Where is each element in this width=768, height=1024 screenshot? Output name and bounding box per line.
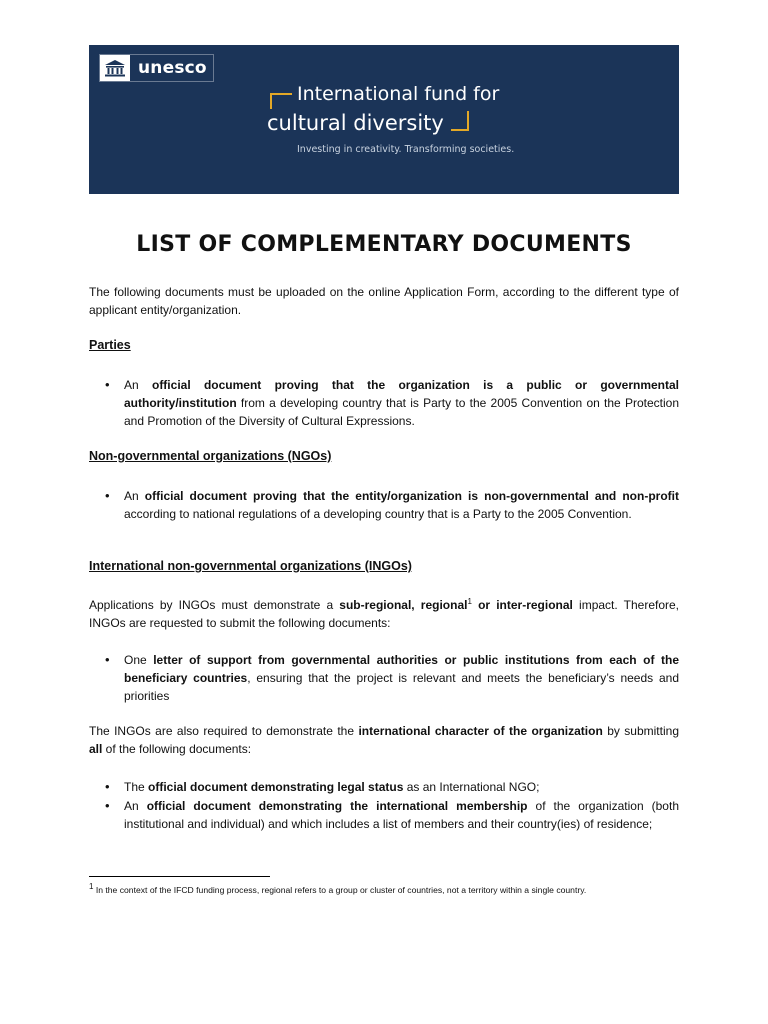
bracket-bottom-right	[451, 111, 469, 131]
footnote-ref[interactable]: 1	[467, 597, 472, 606]
tagline: Investing in creativity. Transforming societies.	[297, 144, 515, 155]
ingo-paragraph-2: The INGOs are also required to demonstrate the international character of the organization by submitting all of the following documents:	[89, 724, 679, 756]
fund-title-line1: International fund for	[297, 83, 500, 105]
logo-text: unesco	[138, 58, 207, 78]
header-banner	[89, 45, 679, 194]
ingo-bullet-support-letter: • One letter of support from governmental authorities or public institutions from each of the beneficiary countries, ensuring that the project is relevant and meets the beneficiary’s needs and priorities	[124, 651, 679, 705]
ingo-bullet-legal-status: • The official document demonstrating legal status as an International NGO;	[124, 778, 679, 796]
parties-heading: Parties	[89, 338, 131, 352]
parties-bullet: • An official document proving that the organization is a public or governmental authority/institution from a developing country that is Party to the 2005 Convention on the Protection and Promotion of the Diversity of Cultural Expressions.	[124, 376, 679, 430]
temple-icon	[100, 55, 130, 81]
bracket-top-left	[270, 93, 292, 109]
ingo-bullet-membership: • An official document demonstrating the international membership of the organization (both institutional and individual) and which includes a list of members and their country(ies) of residence;	[124, 797, 679, 833]
ngo-heading: Non-governmental organizations (NGOs)	[89, 449, 332, 463]
footnote-separator	[89, 876, 270, 877]
page-title: LIST OF COMPLEMENTARY DOCUMENTS	[136, 232, 632, 257]
intro-paragraph: The following documents must be uploaded on the online Application Form, according to the different type of applicant entity/organization.	[89, 285, 679, 317]
ingo-heading: International non-governmental organizations (INGOs)	[89, 559, 412, 573]
unesco-logo	[99, 54, 214, 82]
ngo-bullet: • An official document proving that the entity/organization is non-governmental and non-profit according to national regulations of a developing country that is a Party to the 2005 Convention.	[124, 487, 679, 523]
fund-title-line2: cultural diversity	[267, 111, 444, 135]
footnote: $^1$ In the context of the IFCD funding process, regional refers to a group or cluster of countries, not a territory within a single country.	[89, 882, 587, 895]
ingo-paragraph-1: Applications by INGOs must demonstrate a sub-regional, regional$^1$ or inter-regional impact. Therefore, INGOs are requested to submit the following documents:	[89, 597, 679, 630]
